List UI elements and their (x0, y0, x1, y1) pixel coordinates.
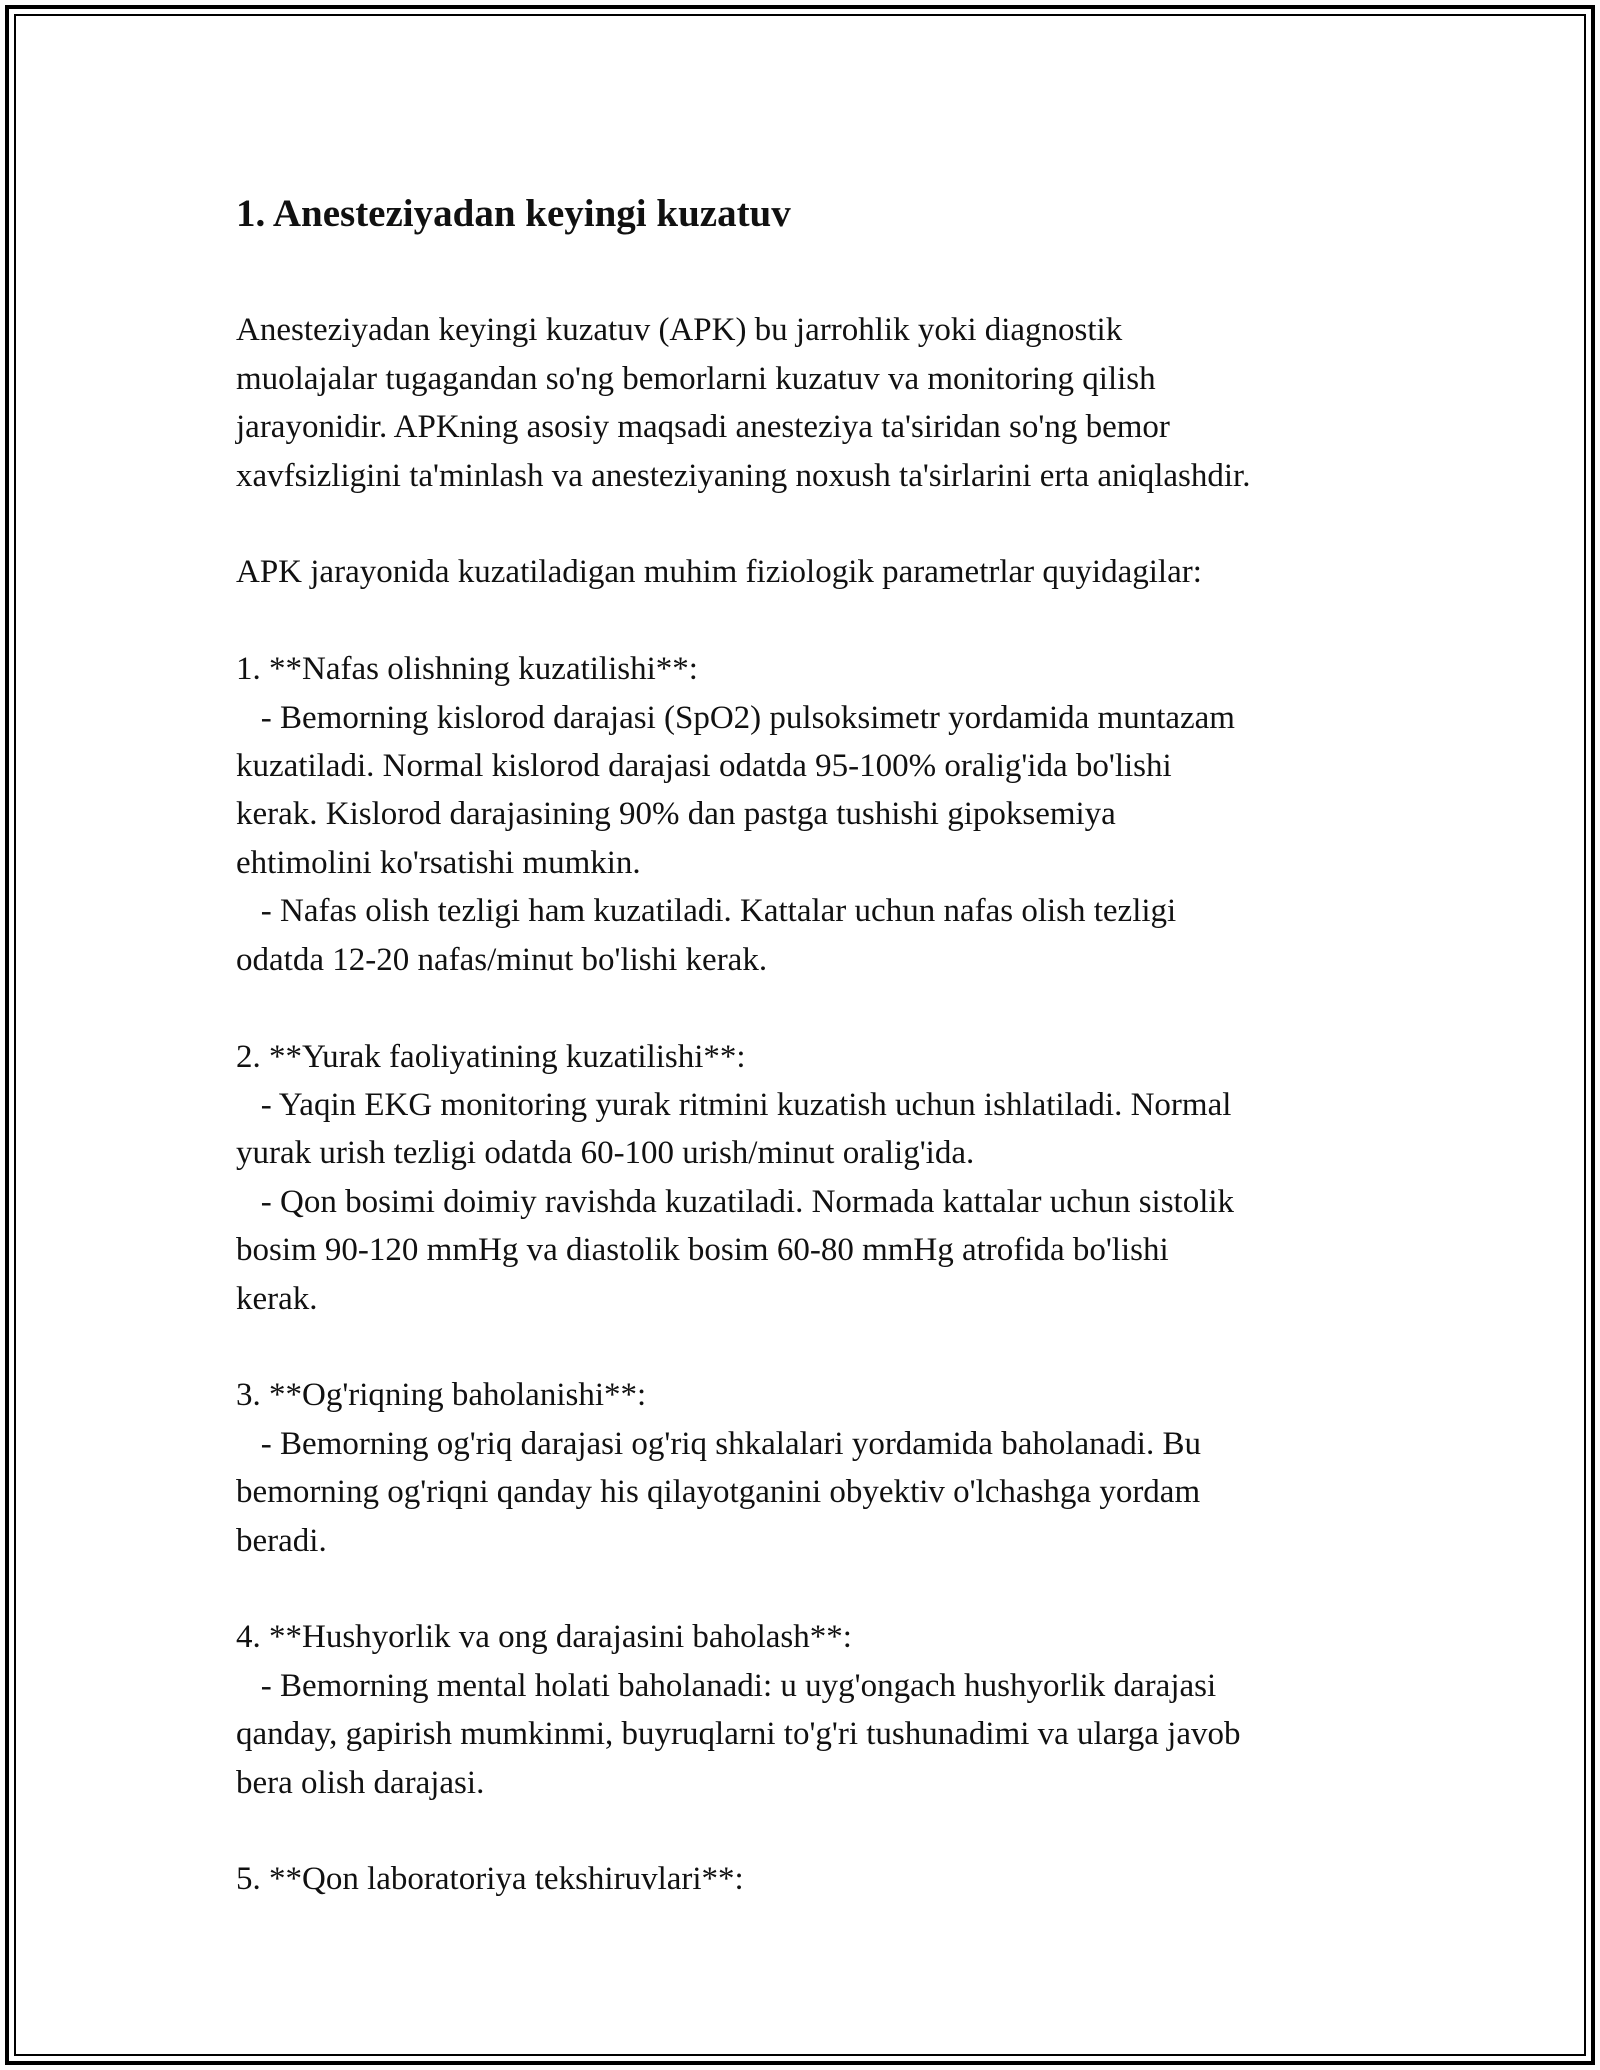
document-title: 1. Anesteziyadan keyingi kuzatuv (236, 192, 791, 235)
text-line: APK jarayonida kuzatiladigan muhim fiziologik parametrlar quyidagilar: (236, 554, 1202, 591)
text-line: - Bemorning kislorod darajasi (SpO2) pulsoksimetr yordamida muntazam (236, 699, 1235, 736)
text-line: bemorning og'riqni qanday his qilayotganini obyektiv o'lchashga yordam (236, 1474, 1201, 1511)
text-line: 5. **Qon laboratoriya tekshiruvlari**: (236, 1861, 744, 1898)
text-line: jarayonidir. APKning asosiy maqsadi anesteziya ta'siridan so'ng bemor (236, 409, 1170, 446)
document-body (236, 186, 1416, 1904)
text-line: kuzatiladi. Normal kislorod darajasi odatda 95-100% oralig'ida bo'lishi (236, 748, 1172, 785)
text-line: bera olish darajasi. (236, 1764, 485, 1801)
text-line: - Bemorning mental holati baholanadi: u uyg'ongach hushyorlik darajasi (236, 1667, 1217, 1704)
document-text (236, 258, 1416, 1904)
text-line: ehtimolini ko'rsatishi mumkin. (236, 844, 641, 881)
text-line: 3. **Og'riqning baholanishi**: (236, 1377, 647, 1414)
text-line: beradi. (236, 1522, 327, 1559)
text-line: 2. **Yurak faoliyatining kuzatilishi**: (236, 1038, 746, 1075)
text-line: - Nafas olish tezligi ham kuzatiladi. Kattalar uchun nafas olish tezligi (236, 893, 1177, 930)
text-line: kerak. Kislorod darajasining 90% dan pastga tushishi gipoksemiya (236, 796, 1116, 833)
text-line: kerak. (236, 1280, 318, 1317)
text-line: 4. **Hushyorlik va ong darajasini baholash**: (236, 1619, 852, 1656)
text-line: qanday, gapirish mumkinmi, buyruqlarni to'g'ri tushunadimi va ularga javob (236, 1716, 1241, 1753)
text-line: yurak urish tezligi odatda 60-100 urish/minut oralig'ida. (236, 1135, 975, 1172)
text-line: muolajalar tugagandan so'ng bemorlarni kuzatuv va monitoring qilish (236, 360, 1156, 397)
text-line: - Qon bosimi doimiy ravishda kuzatiladi. Normada kattalar uchun sistolik (236, 1183, 1235, 1220)
text-line: odatda 12-20 nafas/minut bo'lishi kerak. (236, 941, 768, 978)
text-line: 1. **Nafas olishning kuzatilishi**: (236, 651, 698, 688)
text-line: bosim 90-120 mmHg va diastolik bosim 60-80 mmHg atrofida bo'lishi (236, 1232, 1169, 1269)
text-line: - Yaqin EKG monitoring yurak ritmini kuzatish uchun ishlatiladi. Normal (236, 1086, 1232, 1123)
text-line: - Bemorning og'riq darajasi og'riq shkalalari yordamida baholanadi. Bu (236, 1425, 1201, 1462)
text-line: Anesteziyadan keyingi kuzatuv (APK) bu jarrohlik yoki diagnostik (236, 312, 1123, 349)
text-line: xavfsizligini ta'minlash va anesteziyaning noxush ta'sirlarini erta aniqlashdir. (236, 457, 1251, 494)
